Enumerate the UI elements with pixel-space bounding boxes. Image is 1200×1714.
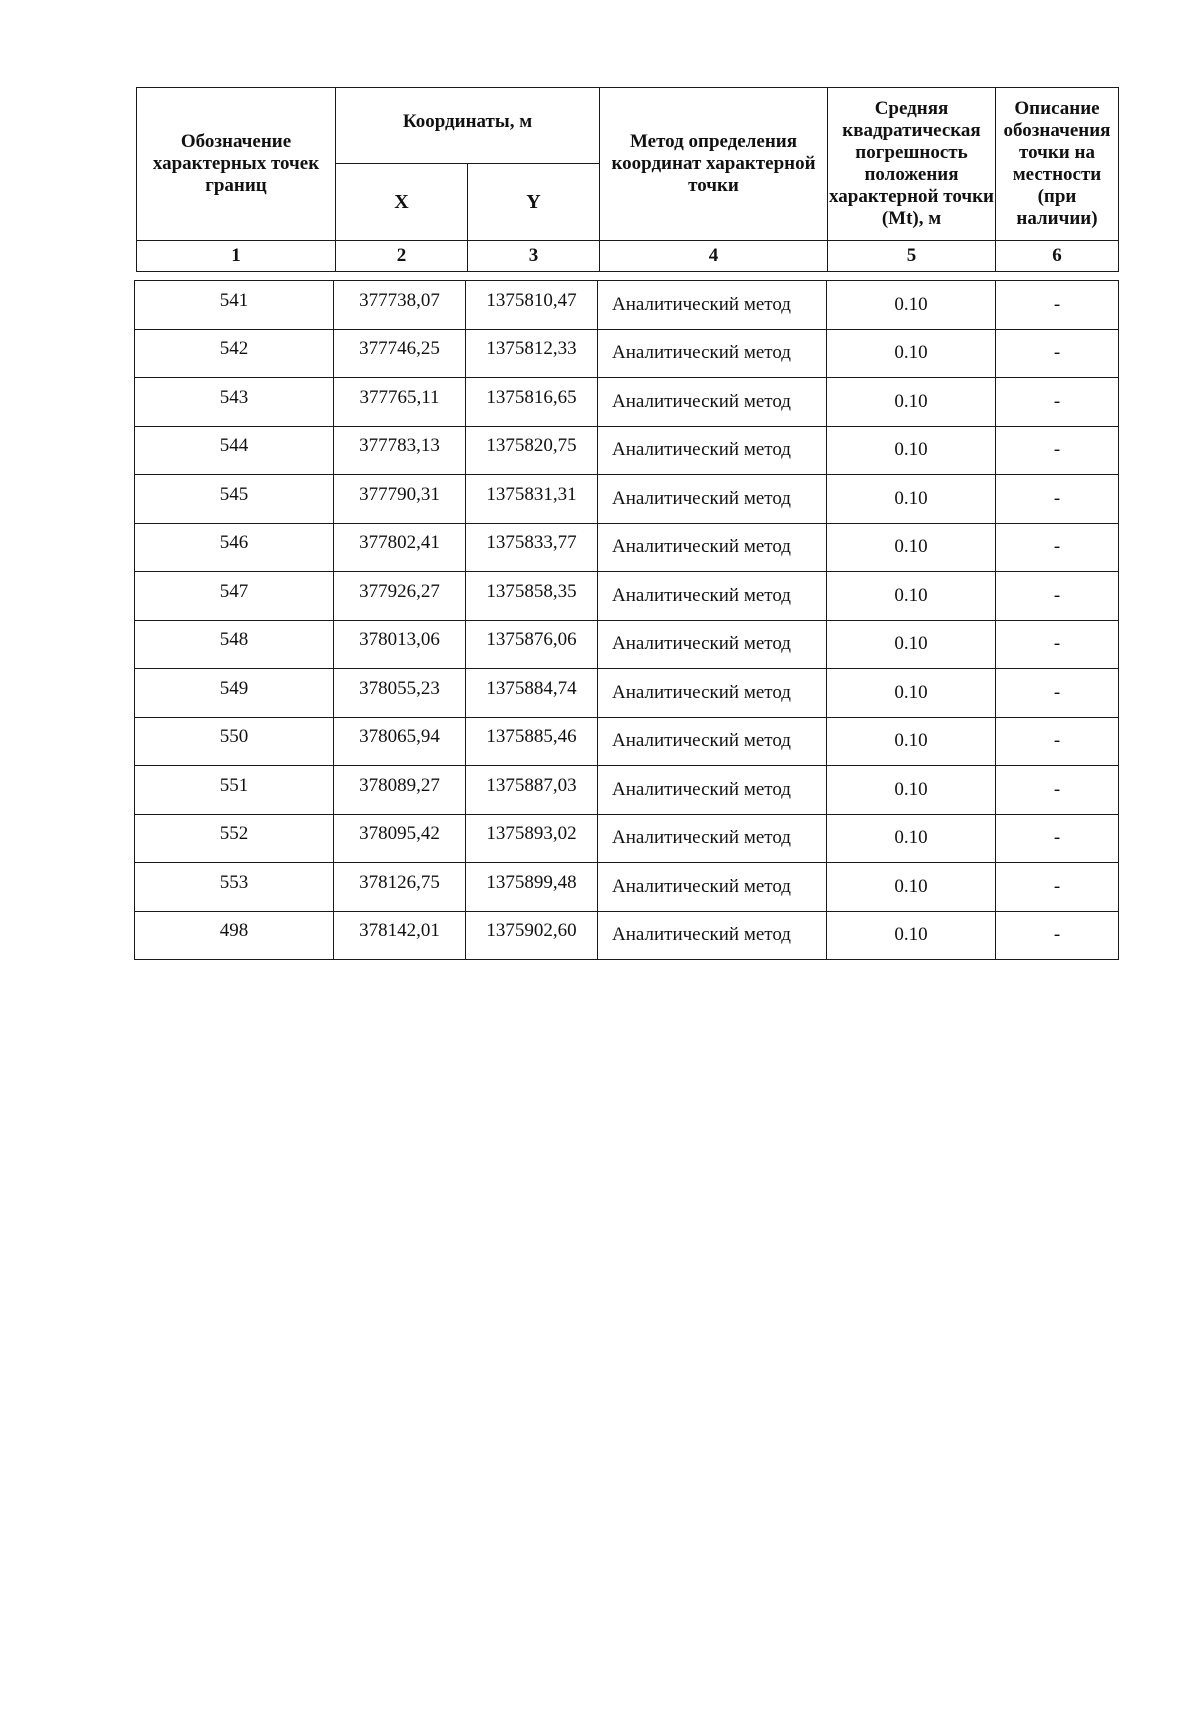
cell-point <box>135 911 334 960</box>
cell-mt-text: 0.10 <box>894 730 928 752</box>
cell-description <box>996 766 1119 815</box>
cell-method-text: Аналитический метод <box>612 584 791 606</box>
cell-method <box>598 475 827 524</box>
cell-x-text: 378013,06 <box>359 629 440 651</box>
table-row <box>135 911 1119 960</box>
cell-point <box>135 717 334 766</box>
cell-x <box>334 378 466 427</box>
cell-mt <box>827 426 996 475</box>
cell-point-text: 546 <box>219 532 249 554</box>
cell-method-text: Аналитический метод <box>612 633 791 655</box>
table-row <box>135 523 1119 572</box>
cell-point <box>135 669 334 718</box>
cell-description-text: - <box>1053 633 1061 655</box>
column-number: 6 <box>996 241 1119 272</box>
cell-point <box>135 766 334 815</box>
cell-y <box>466 863 598 912</box>
column-number: 4 <box>600 241 828 272</box>
table-row <box>135 378 1119 427</box>
table-row <box>135 426 1119 475</box>
cell-y <box>466 814 598 863</box>
cell-x <box>334 766 466 815</box>
cell-x <box>334 911 466 960</box>
cell-description <box>996 281 1119 330</box>
header-description: Описание обозначения точки на местности (при наличии) <box>996 88 1119 241</box>
cell-x-text: 378065,94 <box>359 726 440 748</box>
cell-method <box>598 814 827 863</box>
cell-description <box>996 523 1119 572</box>
cell-point-text: 553 <box>219 871 249 893</box>
cell-point-text: 542 <box>219 338 249 360</box>
cell-mt-text: 0.10 <box>894 390 928 412</box>
cell-point-text: 544 <box>219 435 249 457</box>
cell-y <box>466 475 598 524</box>
cell-x-text: 377746,25 <box>359 338 440 360</box>
cell-x <box>334 814 466 863</box>
cell-mt <box>827 572 996 621</box>
cell-x-text: 377765,11 <box>359 386 440 408</box>
cell-point-text: 541 <box>219 289 249 311</box>
table-row <box>135 863 1119 912</box>
cell-mt <box>827 329 996 378</box>
cell-y-text: 1375816,65 <box>486 386 577 408</box>
cell-mt-text: 0.10 <box>894 875 928 897</box>
cell-y-text: 1375887,03 <box>486 774 577 796</box>
cell-description <box>996 572 1119 621</box>
cell-y <box>466 717 598 766</box>
cell-x-text: 378126,75 <box>359 871 440 893</box>
cell-mt-text: 0.10 <box>894 584 928 606</box>
cell-point-text: 551 <box>219 774 249 796</box>
cell-description <box>996 329 1119 378</box>
cell-y-text: 1375893,02 <box>486 823 577 845</box>
cell-x <box>334 329 466 378</box>
cell-y <box>466 426 598 475</box>
cell-x-text: 377802,41 <box>359 532 440 554</box>
table-row <box>135 814 1119 863</box>
cell-description <box>996 717 1119 766</box>
cell-point-text: 545 <box>219 483 249 505</box>
cell-y-text: 1375831,31 <box>486 483 577 505</box>
cell-mt <box>827 814 996 863</box>
cell-method-text: Аналитический метод <box>612 487 791 509</box>
cell-mt <box>827 620 996 669</box>
table-row <box>135 475 1119 524</box>
cell-y <box>466 329 598 378</box>
cell-mt <box>827 378 996 427</box>
cell-description-text: - <box>1053 730 1061 752</box>
cell-description-text: - <box>1053 487 1061 509</box>
header-point-designation: Обозначение характерных точек границ <box>137 88 336 241</box>
cell-description-text: - <box>1053 924 1061 946</box>
cell-x-text: 377783,13 <box>359 435 440 457</box>
cell-mt-text: 0.10 <box>894 633 928 655</box>
cell-method-text: Аналитический метод <box>612 293 791 315</box>
cell-method <box>598 717 827 766</box>
cell-y-text: 1375885,46 <box>486 726 577 748</box>
cell-y <box>466 572 598 621</box>
cell-mt-text: 0.10 <box>894 293 928 315</box>
cell-mt <box>827 669 996 718</box>
cell-point <box>135 329 334 378</box>
cell-x <box>334 717 466 766</box>
header-y: Y <box>468 164 600 241</box>
column-number: 5 <box>828 241 996 272</box>
cell-description <box>996 863 1119 912</box>
cell-mt-text: 0.10 <box>894 778 928 800</box>
cell-point <box>135 814 334 863</box>
cell-x <box>334 620 466 669</box>
cell-y <box>466 281 598 330</box>
cell-point <box>135 475 334 524</box>
cell-point-text: 549 <box>219 677 249 699</box>
cell-mt <box>827 911 996 960</box>
cell-y <box>466 669 598 718</box>
cell-y-text: 1375884,74 <box>486 677 577 699</box>
cell-y-text: 1375899,48 <box>486 871 577 893</box>
cell-method <box>598 329 827 378</box>
cell-method <box>598 620 827 669</box>
cell-description-text: - <box>1053 293 1061 315</box>
cell-method <box>598 766 827 815</box>
cell-point <box>135 620 334 669</box>
cell-method <box>598 378 827 427</box>
cell-mt-text: 0.10 <box>894 827 928 849</box>
cell-y-text: 1375876,06 <box>486 629 577 651</box>
cell-description <box>996 814 1119 863</box>
cell-x-text: 377926,27 <box>359 580 440 602</box>
cell-y-text: 1375902,60 <box>486 920 577 942</box>
table-row <box>135 572 1119 621</box>
cell-method-text: Аналитический метод <box>612 875 791 897</box>
cell-point <box>135 572 334 621</box>
cell-x <box>334 669 466 718</box>
cell-point <box>135 426 334 475</box>
cell-mt-text: 0.10 <box>894 439 928 461</box>
cell-method-text: Аналитический метод <box>612 681 791 703</box>
cell-y <box>466 766 598 815</box>
cell-point-text: 547 <box>219 580 249 602</box>
cell-method <box>598 281 827 330</box>
cell-description <box>996 426 1119 475</box>
cell-description-text: - <box>1053 536 1061 558</box>
cell-method <box>598 572 827 621</box>
cell-x-text: 378095,42 <box>359 823 440 845</box>
cell-x <box>334 426 466 475</box>
column-number: 3 <box>468 241 600 272</box>
cell-point-text: 548 <box>219 629 249 651</box>
coordinates-table <box>134 280 1119 960</box>
cell-method-text: Аналитический метод <box>612 827 791 849</box>
cell-y <box>466 523 598 572</box>
cell-description-text: - <box>1053 875 1061 897</box>
cell-description-text: - <box>1053 681 1061 703</box>
cell-point-text: 498 <box>219 920 249 942</box>
column-number: 1 <box>137 241 336 272</box>
cell-mt <box>827 523 996 572</box>
cell-mt-text: 0.10 <box>894 487 928 509</box>
cell-y-text: 1375812,33 <box>486 338 577 360</box>
cell-x <box>334 863 466 912</box>
cell-x-text: 377790,31 <box>359 483 440 505</box>
cell-x-text: 378055,23 <box>359 677 440 699</box>
cell-description <box>996 378 1119 427</box>
cell-description-text: - <box>1053 390 1061 412</box>
cell-y-text: 1375810,47 <box>486 289 577 311</box>
cell-description <box>996 475 1119 524</box>
cell-point-text: 552 <box>219 823 249 845</box>
cell-method <box>598 669 827 718</box>
cell-y <box>466 911 598 960</box>
cell-y <box>466 620 598 669</box>
table-row <box>135 717 1119 766</box>
cell-mt <box>827 863 996 912</box>
cell-mt <box>827 766 996 815</box>
cell-x <box>334 475 466 524</box>
cell-point <box>135 863 334 912</box>
cell-method <box>598 426 827 475</box>
cell-mt-text: 0.10 <box>894 536 928 558</box>
cell-x-text: 378089,27 <box>359 774 440 796</box>
table-row <box>135 669 1119 718</box>
cell-y-text: 1375858,35 <box>486 580 577 602</box>
cell-point-text: 543 <box>219 386 249 408</box>
cell-y-text: 1375833,77 <box>486 532 577 554</box>
cell-x-text: 377738,07 <box>359 289 440 311</box>
table-header <box>136 87 1119 272</box>
cell-mt <box>827 281 996 330</box>
cell-mt-text: 0.10 <box>894 681 928 703</box>
column-number: 2 <box>336 241 468 272</box>
cell-x <box>334 523 466 572</box>
cell-mt <box>827 475 996 524</box>
cell-method-text: Аналитический метод <box>612 924 791 946</box>
cell-description-text: - <box>1053 827 1061 849</box>
table-row <box>135 281 1119 330</box>
table-body <box>135 281 1119 960</box>
cell-method <box>598 911 827 960</box>
cell-point <box>135 378 334 427</box>
cell-x-text: 378142,01 <box>359 920 440 942</box>
cell-mt-text: 0.10 <box>894 342 928 364</box>
table-row <box>135 620 1119 669</box>
cell-method <box>598 863 827 912</box>
table-row <box>135 766 1119 815</box>
cell-method-text: Аналитический метод <box>612 390 791 412</box>
cell-method-text: Аналитический метод <box>612 778 791 800</box>
table-row <box>135 329 1119 378</box>
header-coordinates: Координаты, м <box>336 88 600 164</box>
cell-y-text: 1375820,75 <box>486 435 577 457</box>
cell-mt <box>827 717 996 766</box>
cell-x <box>334 572 466 621</box>
cell-description <box>996 669 1119 718</box>
cell-description-text: - <box>1053 584 1061 606</box>
cell-point-text: 550 <box>219 726 249 748</box>
cell-method <box>598 523 827 572</box>
header-method: Метод определения координат характерной точки <box>600 88 828 241</box>
cell-description <box>996 620 1119 669</box>
cell-description-text: - <box>1053 439 1061 461</box>
cell-method-text: Аналитический метод <box>612 342 791 364</box>
cell-x <box>334 281 466 330</box>
cell-method-text: Аналитический метод <box>612 439 791 461</box>
cell-description-text: - <box>1053 342 1061 364</box>
cell-method-text: Аналитический метод <box>612 536 791 558</box>
header-mean-error: Средняя квадратическая погрешность положения характерной точки (Mt), м <box>828 88 996 241</box>
cell-description-text: - <box>1053 778 1061 800</box>
header-x: X <box>336 164 468 241</box>
cell-mt-text: 0.10 <box>894 924 928 946</box>
cell-y <box>466 378 598 427</box>
cell-method-text: Аналитический метод <box>612 730 791 752</box>
cell-point <box>135 281 334 330</box>
cell-description <box>996 911 1119 960</box>
cell-point <box>135 523 334 572</box>
